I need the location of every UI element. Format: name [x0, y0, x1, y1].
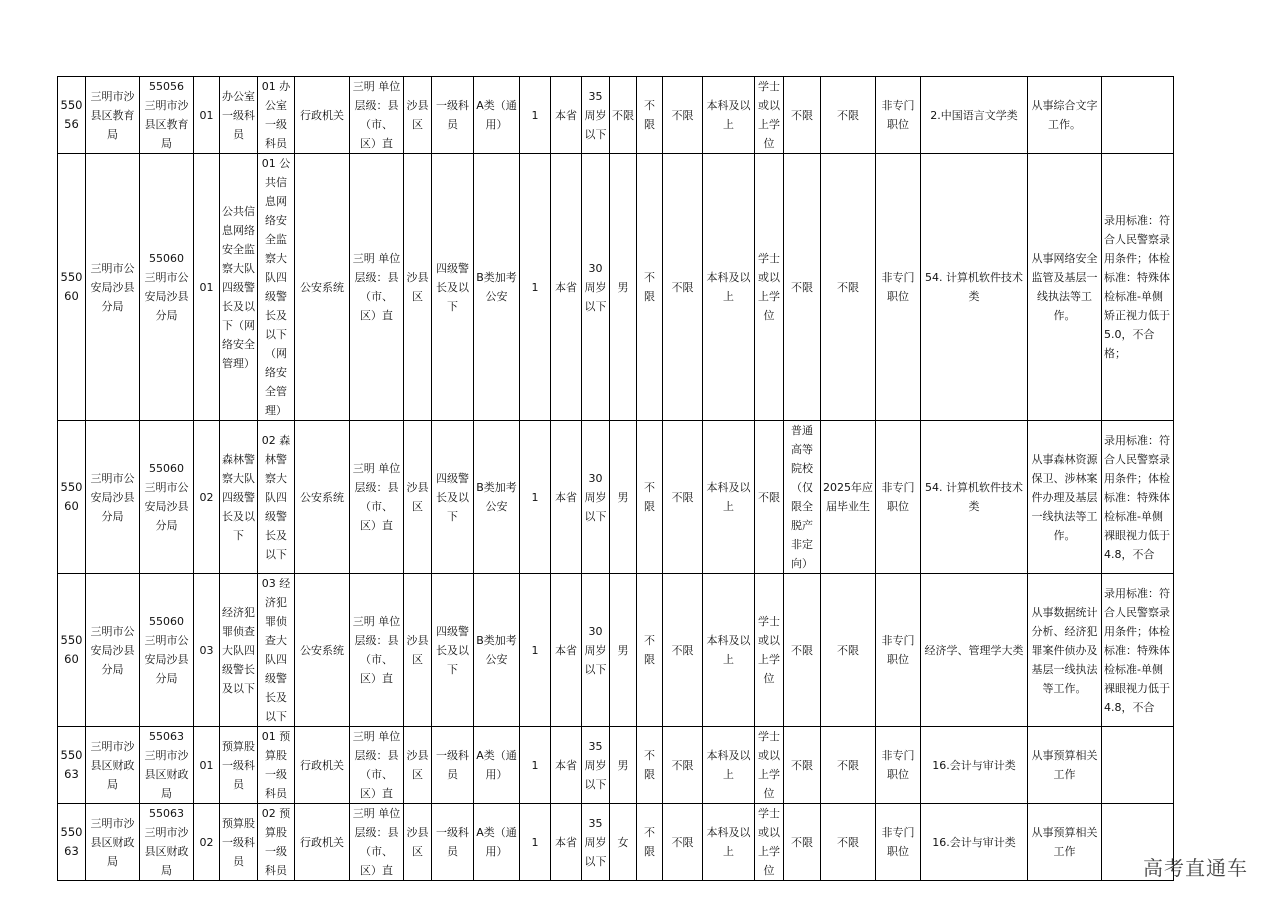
cell-unit-code-name: 55060 三明市公安局沙县分局: [140, 574, 194, 727]
cell-degree: 学士或以上学位: [755, 154, 784, 421]
cell-unit-level: 三明 单位层级：县（市、区）直: [350, 154, 404, 421]
cell-headcount: 1: [520, 77, 551, 154]
cell-org-type: 公安系统: [295, 574, 350, 727]
cell-headcount: 1: [520, 421, 551, 574]
cell-gender: 男: [610, 421, 637, 574]
cell-position-name: 经济犯罪侦查大队四级警长及以下: [220, 574, 258, 727]
cell-degree: 不限: [755, 421, 784, 574]
cell-unit-code-name: 55063 三明市沙县区财政局: [140, 727, 194, 804]
cell-degree: 学士或以上学位: [755, 574, 784, 727]
cell-age-limit: 30周岁以下: [582, 421, 610, 574]
cell-ethnicity: 不限: [637, 421, 663, 574]
cell-unit-level: 三明 单位层级：县（市、区）直: [350, 77, 404, 154]
cell-position-seq: 02: [194, 421, 220, 574]
cell-exam-category: A类（通用）: [474, 77, 520, 154]
cell-gender: 不限: [610, 77, 637, 154]
cell-job-level: 四级警长及以下: [432, 154, 474, 421]
cell-unit-code-name: 55056 三明市沙县区教育局: [140, 77, 194, 154]
cell-org-type: 公安系统: [295, 154, 350, 421]
cell-position-name: 森林警察大队四级警长及以下: [220, 421, 258, 574]
cell-gender: 男: [610, 727, 637, 804]
cell-job-level: 一级科员: [432, 77, 474, 154]
cell-age-limit: 35周岁以下: [582, 727, 610, 804]
cell-political-status: 不限: [663, 727, 703, 804]
cell-recruiting-unit: 三明市公安局沙县分局: [86, 421, 140, 574]
cell-unit-level: 三明 单位层级：县（市、区）直: [350, 421, 404, 574]
cell-notes: 录用标准：符合人民警察录用条件；体检标准：特殊体检标准-单侧裸眼视力低于4.8，不合: [1102, 574, 1174, 727]
cell-political-status: 不限: [663, 421, 703, 574]
cell-job-code: 55063: [58, 727, 86, 804]
table-row: [58, 574, 1174, 727]
cell-position-seq: 01: [194, 77, 220, 154]
table-row: [58, 77, 1174, 154]
cell-job-level: 一级科员: [432, 727, 474, 804]
cell-school-type: 普通高等院校（仅限全脱产非定向）: [784, 421, 821, 574]
cell-position-code-name: 03 经济犯罪侦查大队四级警长及以下: [258, 574, 295, 727]
cell-ethnicity: 不限: [637, 154, 663, 421]
cell-major: 2.中国语言文学类: [921, 77, 1028, 154]
cell-school-type: 不限: [784, 77, 821, 154]
cell-school-type: 不限: [784, 804, 821, 881]
cell-specialized-position: 非专门职位: [876, 804, 921, 881]
cell-specialized-position: 非专门职位: [876, 727, 921, 804]
cell-ethnicity: 不限: [637, 804, 663, 881]
cell-household-region: 本省: [551, 804, 582, 881]
cell-major: 54. 计算机软件技术类: [921, 421, 1028, 574]
cell-age-limit: 30周岁以下: [582, 154, 610, 421]
table-row: [58, 421, 1174, 574]
cell-job-description: 从事预算相关工作: [1028, 804, 1102, 881]
cell-school-type: 不限: [784, 574, 821, 727]
cell-specialized-position: 非专门职位: [876, 77, 921, 154]
cell-notes: 录用标准：符合人民警察录用条件；体检标准：特殊体检标准-单侧矫正视力低于5.0，不合格；: [1102, 154, 1174, 421]
cell-position-seq: 01: [194, 727, 220, 804]
cell-applicant-status: 不限: [821, 804, 876, 881]
cell-unit-level: 三明 单位层级：县（市、区）直: [350, 574, 404, 727]
cell-political-status: 不限: [663, 804, 703, 881]
cell-position-name: 预算股一级科员: [220, 804, 258, 881]
cell-education: 本科及以上: [703, 804, 755, 881]
cell-position-code-name: 02 森林警察大队四级警长及以下: [258, 421, 295, 574]
cell-major: 16.会计与审计类: [921, 727, 1028, 804]
cell-position-code-name: 01 预算股一级科员: [258, 727, 295, 804]
cell-household-region: 本省: [551, 727, 582, 804]
cell-household-region: 本省: [551, 154, 582, 421]
cell-applicant-status: 不限: [821, 727, 876, 804]
cell-education: 本科及以上: [703, 77, 755, 154]
cell-major: 经济学、管理学大类: [921, 574, 1028, 727]
cell-job-level: 四级警长及以下: [432, 421, 474, 574]
cell-job-code: 55060: [58, 574, 86, 727]
table-row: [58, 727, 1174, 804]
cell-job-description: 从事数据统计分析、经济犯罪案件侦办及基层一线执法等工作。: [1028, 574, 1102, 727]
cell-school-type: 不限: [784, 727, 821, 804]
cell-ethnicity: 不限: [637, 77, 663, 154]
cell-household-region: 本省: [551, 574, 582, 727]
cell-school-type: 不限: [784, 154, 821, 421]
cell-age-limit: 30周岁以下: [582, 574, 610, 727]
cell-job-code: 55063: [58, 804, 86, 881]
cell-headcount: 1: [520, 574, 551, 727]
cell-location: 沙县区: [404, 727, 432, 804]
cell-education: 本科及以上: [703, 154, 755, 421]
cell-ethnicity: 不限: [637, 574, 663, 727]
cell-position-code-name: 01 办公室一级科员: [258, 77, 295, 154]
cell-unit-level: 三明 单位层级：县（市、区）直: [350, 727, 404, 804]
cell-notes: 录用标准：符合人民警察录用条件；体检标准：特殊体检标准-单侧裸眼视力低于4.8，不合: [1102, 421, 1174, 574]
cell-gender: 男: [610, 154, 637, 421]
cell-political-status: 不限: [663, 154, 703, 421]
cell-gender: 男: [610, 574, 637, 727]
cell-recruiting-unit: 三明市公安局沙县分局: [86, 154, 140, 421]
cell-political-status: 不限: [663, 574, 703, 727]
cell-location: 沙县区: [404, 77, 432, 154]
cell-headcount: 1: [520, 154, 551, 421]
cell-job-description: 从事预算相关工作: [1028, 727, 1102, 804]
cell-unit-level: 三明 单位层级：县（市、区）直: [350, 804, 404, 881]
cell-exam-category: B类加考公安: [474, 574, 520, 727]
cell-org-type: 行政机关: [295, 804, 350, 881]
cell-unit-code-name: 55060 三明市公安局沙县分局: [140, 421, 194, 574]
cell-degree: 学士或以上学位: [755, 804, 784, 881]
cell-exam-category: B类加考公安: [474, 421, 520, 574]
cell-position-name: 预算股一级科员: [220, 727, 258, 804]
cell-specialized-position: 非专门职位: [876, 574, 921, 727]
cell-applicant-status: 2025年应届毕业生: [821, 421, 876, 574]
cell-age-limit: 35周岁以下: [582, 77, 610, 154]
cell-org-type: 行政机关: [295, 77, 350, 154]
cell-job-description: 从事森林资源保卫、涉林案件办理及基层一线执法等工作。: [1028, 421, 1102, 574]
cell-job-description: 从事综合文字工作。: [1028, 77, 1102, 154]
cell-org-type: 行政机关: [295, 727, 350, 804]
cell-age-limit: 35周岁以下: [582, 804, 610, 881]
cell-major: 16.会计与审计类: [921, 804, 1028, 881]
cell-recruiting-unit: 三明市公安局沙县分局: [86, 574, 140, 727]
cell-household-region: 本省: [551, 77, 582, 154]
cell-job-level: 一级科员: [432, 804, 474, 881]
cell-position-name: 公共信息网络安全监察大队四级警长及以下（网络安全管理）: [220, 154, 258, 421]
cell-gender: 女: [610, 804, 637, 881]
cell-position-code-name: 01 公共信息网络安全监察大队四级警长及以下（网络安全管理）: [258, 154, 295, 421]
cell-notes: [1102, 727, 1174, 804]
cell-specialized-position: 非专门职位: [876, 154, 921, 421]
cell-education: 本科及以上: [703, 574, 755, 727]
cell-job-level: 四级警长及以下: [432, 574, 474, 727]
cell-household-region: 本省: [551, 421, 582, 574]
cell-education: 本科及以上: [703, 421, 755, 574]
cell-education: 本科及以上: [703, 727, 755, 804]
table-row: [58, 804, 1174, 881]
cell-degree: 学士或以上学位: [755, 77, 784, 154]
cell-job-description: 从事网络安全监管及基层一线执法等工作。: [1028, 154, 1102, 421]
cell-location: 沙县区: [404, 421, 432, 574]
cell-recruiting-unit: 三明市沙县区财政局: [86, 727, 140, 804]
cell-notes: [1102, 77, 1174, 154]
cell-position-seq: 02: [194, 804, 220, 881]
cell-applicant-status: 不限: [821, 77, 876, 154]
cell-exam-category: A类（通用）: [474, 804, 520, 881]
cell-job-code: 55060: [58, 154, 86, 421]
cell-major: 54. 计算机软件技术类: [921, 154, 1028, 421]
cell-headcount: 1: [520, 727, 551, 804]
cell-recruiting-unit: 三明市沙县区教育局: [86, 77, 140, 154]
cell-exam-category: B类加考公安: [474, 154, 520, 421]
cell-specialized-position: 非专门职位: [876, 421, 921, 574]
cell-org-type: 公安系统: [295, 421, 350, 574]
cell-position-seq: 03: [194, 574, 220, 727]
cell-headcount: 1: [520, 804, 551, 881]
watermark-text: 高考直通车: [1143, 856, 1248, 880]
cell-political-status: 不限: [663, 77, 703, 154]
cell-ethnicity: 不限: [637, 727, 663, 804]
cell-location: 沙县区: [404, 804, 432, 881]
cell-applicant-status: 不限: [821, 574, 876, 727]
cell-position-code-name: 02 预算股一级科员: [258, 804, 295, 881]
cell-job-code: 55056: [58, 77, 86, 154]
recruitment-table: [57, 76, 1174, 881]
cell-applicant-status: 不限: [821, 154, 876, 421]
cell-job-code: 55060: [58, 421, 86, 574]
cell-position-name: 办公室一级科员: [220, 77, 258, 154]
cell-degree: 学士或以上学位: [755, 727, 784, 804]
cell-location: 沙县区: [404, 574, 432, 727]
cell-recruiting-unit: 三明市沙县区财政局: [86, 804, 140, 881]
cell-unit-code-name: 55060 三明市公安局沙县分局: [140, 154, 194, 421]
cell-location: 沙县区: [404, 154, 432, 421]
cell-unit-code-name: 55063 三明市沙县区财政局: [140, 804, 194, 881]
cell-exam-category: A类（通用）: [474, 727, 520, 804]
cell-position-seq: 01: [194, 154, 220, 421]
table-row: [58, 154, 1174, 421]
